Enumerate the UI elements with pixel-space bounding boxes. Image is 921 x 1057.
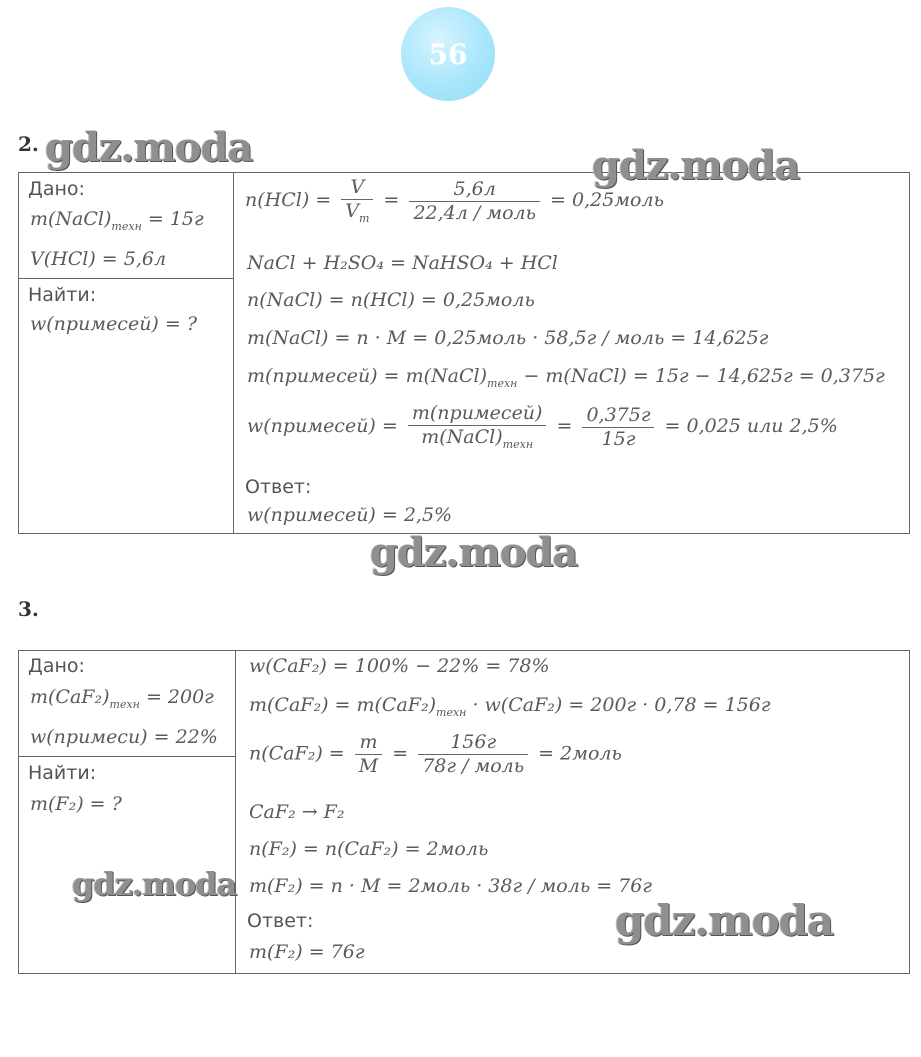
task-3-number: 3.: [18, 597, 39, 621]
task-3-n-f2: n(F₂) = n(CaF₂) = 2моль: [249, 838, 489, 860]
task-2-reaction: NaCl + H₂SO₄ = NaHSO₄ + HCl: [247, 252, 558, 274]
task-3-find: m(F₂) = ?: [30, 793, 122, 815]
task-2-w-impurities: w(примесей) = $\frac{\text{m(примесей)}}{m(NaCl)_{техн}}$ = $\frac{0,375г}{15г}$ = 0,025 или 2,5%: [247, 402, 838, 451]
page-number-badge: 56: [401, 7, 495, 101]
task-2-divider: [233, 172, 234, 534]
task-3-given-divider: [18, 756, 235, 757]
watermark: gdz.moda: [592, 142, 800, 189]
task-2-m-nacl: m(NaCl) = n · M = 0,25моль · 58,5г / моль = 14,625г: [247, 327, 769, 349]
task-2-find: w(примесей) = ?: [30, 313, 198, 335]
task-2-n-nacl: n(NaCl) = n(HCl) = 0,25моль: [247, 289, 535, 311]
task-2-given-mass: $m(NaCl)_{техн} = 15г$: [30, 208, 204, 233]
task-3-answer: m(F₂) = 76г: [249, 941, 365, 963]
task-2-given-label: Дано:: [28, 178, 85, 200]
task-2-m-impurities: m(примесей) = $m(NaCl)_{техн}$ − m(NaCl) = 15г − 14,625г = 0,375г: [247, 365, 885, 390]
watermark: gdz.moda: [45, 124, 253, 171]
watermark: gdz.moda: [72, 865, 237, 903]
task-2-number: 2.: [18, 132, 39, 156]
task-3-given-impurity: w(примеси) = 22%: [30, 726, 218, 748]
task-2-given-divider: [18, 278, 233, 279]
watermark: gdz.moda: [615, 896, 834, 945]
task-3-m-f2: m(F₂) = n · M = 2моль · 38г / моль = 76г: [249, 875, 652, 897]
task-3-find-label: Найти:: [28, 762, 97, 784]
task-3-given-mass: $m(CaF_2)_{техн} = 200г$: [30, 686, 214, 711]
task-2-answer-label: Ответ:: [245, 476, 312, 498]
task-2-find-label: Найти:: [28, 284, 97, 306]
task-3-reaction: CaF₂ → F₂: [249, 801, 345, 823]
task-2-given-volume: V(HCl) = 5,6л: [30, 248, 167, 270]
task-3-w-caf2: w(CaF₂) = 100% − 22% = 78%: [249, 655, 550, 677]
task-2-n-hcl: n(HCl) = $\frac{V}{V_m}$ = $\frac{5,6л}{\text{22,4л / моль}}$ = 0,25моль: [245, 176, 664, 225]
task-3-divider: [235, 650, 236, 974]
task-3-given-label: Дано:: [28, 655, 85, 677]
task-3-n-caf2: n(CaF₂) = $\frac{m}{M}$ = $\frac{156г}{\text{78г / моль}}$ = 2моль: [249, 731, 622, 777]
watermark: gdz.moda: [370, 529, 578, 576]
task-3-m-caf2: $m(CaF_2) = m(CaF_2)_{техн} \cdot w(CaF_2) = 200г \cdot 0,78 = 156г$: [249, 694, 771, 719]
task-3-answer-label: Ответ:: [247, 910, 314, 932]
task-2-answer: w(примесей) = 2,5%: [247, 504, 453, 526]
